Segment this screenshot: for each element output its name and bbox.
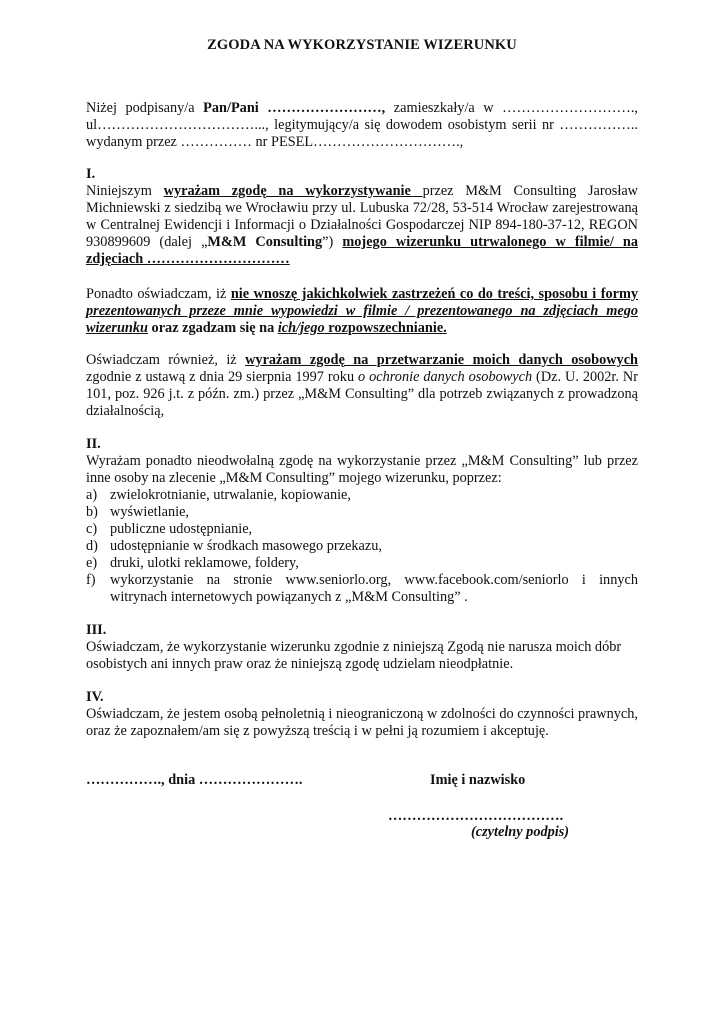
list-item-text: zwielokrotnianie, utrwalanie, kopiowanie,	[110, 487, 351, 503]
image-emphasis: mojego wizerunku utrwalonego w filmie/ na zdjęciach …………………………	[86, 234, 639, 267]
list-item	[86, 487, 638, 504]
company-details: przez M&M Consulting Jarosław Michniewski z siedzibą we Wrocławiu przy ul. Lubuska 72/28, 53-514 Wrocław zarejestrowaną w Centralnej Ewidencji i Informacji o Działalności Gospodarczej NIP 894-180-37-12, REGON 930899609 (dalej „	[86, 183, 638, 250]
signature-line: ……………………………….	[388, 808, 564, 824]
distribution-emphasis: rozpowszechnianie.	[324, 320, 447, 336]
text-span: Niniejszym	[86, 183, 164, 199]
their-its-emphasis: ich/jego	[277, 320, 325, 336]
list-item-text: druki, ulotki reklamowe, foldery,	[110, 555, 299, 571]
intro-paragraph	[86, 100, 638, 151]
list-item	[86, 572, 638, 606]
consent-emphasis: wyrażam zgodę na wykorzystywanie	[163, 183, 423, 199]
data-processing-text	[86, 352, 638, 420]
text-span: oraz zgadzam się na	[147, 320, 278, 336]
section-1-statement-paragraph	[86, 286, 638, 337]
text-span: Oświadczam również, iż	[86, 352, 246, 368]
section-1-heading: I.	[86, 166, 96, 182]
list-marker: f)	[86, 572, 96, 588]
list-item-text: udostępnianie w środkach masowego przekazu,	[110, 538, 382, 554]
signature-note: (czytelny podpis)	[471, 824, 570, 840]
name-field: Pan/Pani ……………………,	[203, 100, 386, 116]
list-item-text: wyświetlanie,	[110, 504, 190, 520]
section-4-text: Oświadczam, że jestem osobą pełnoletnią i nieograniczoną w zdolności do czynności prawnych, oraz że zapoznałem/am się z powyższą treścią i w pełni ją rozumiem i akceptuję.	[86, 706, 638, 739]
section-3-line-1: Oświadczam, że wykorzystanie wizerunku zgodnie z niniejszą Zgodą nie narusza moich dóbr	[86, 639, 622, 655]
document-title: ZGODA NA WYKORZYSTANIE WIZERUNKU	[207, 37, 517, 53]
usage-list	[86, 487, 638, 606]
text-span: Ponadto oświadczam, iż	[86, 286, 231, 302]
section-2-intro: Wyrażam ponadto nieodwołalną zgodę na wykorzystanie przez „M&M Consulting” lub przez inne osoby na zlecenie „M&M Consulting” mojego wizerunku, poprzez:	[86, 453, 638, 486]
list-item	[86, 538, 638, 555]
list-marker: b)	[86, 504, 98, 520]
data-processing-emphasis: wyrażam zgodę na przetwarzanie moich danych osobowych	[245, 352, 639, 368]
no-objection-emphasis: nie wnoszę jakichkolwiek zastrzeżeń co do treści, sposobu i formy	[230, 286, 639, 302]
list-item-text: wykorzystanie na stronie www.seniorlo.org, www.facebook.com/seniorlo i innych witrynach internetowych powiązanych z „M&M Consulting” .	[110, 572, 638, 605]
section-1	[86, 166, 638, 268]
list-marker: c)	[86, 521, 98, 537]
name-label: Imię i nazwisko	[430, 772, 526, 788]
intro-line-3: wydanym przez …………… nr PESEL………………………….,	[86, 134, 464, 150]
section-3-heading: III.	[86, 622, 107, 638]
intro-line-1	[86, 100, 638, 117]
text-span: (Dz. U. 2002r. Nr 101, poz. 926 j.t. z późn. zm.) przez „M&M Consulting” dla potrzeb związanych z prowadzoną działalnością,	[86, 369, 638, 419]
list-marker: a)	[86, 487, 98, 503]
place-date-field: ……………., dnia ………………….	[86, 772, 303, 788]
section-3	[86, 622, 638, 673]
list-item	[86, 521, 638, 538]
statement-text	[86, 286, 638, 337]
list-item-text: publiczne udostępnianie,	[110, 521, 253, 537]
list-item	[86, 555, 638, 572]
section-1-consent-paragraph	[86, 183, 638, 268]
address-field: zamieszkały/a w ……………………….,	[385, 100, 638, 116]
text-span: ”)	[322, 234, 343, 250]
act-title: o ochronie danych osobowych	[358, 369, 533, 385]
presentation-emphasis: prezentowanych przeze mnie wypowiedzi w filmie / prezentowanego na zdjęciach mego wizerunku	[86, 303, 638, 336]
list-marker: d)	[86, 538, 98, 554]
text-span: zgodnie z ustawą z dnia 29 sierpnia 1997 roku	[86, 369, 359, 385]
list-item	[86, 504, 638, 521]
section-2-heading: II.	[86, 436, 101, 452]
list-marker: e)	[86, 555, 98, 571]
section-1-data-paragraph	[86, 352, 638, 420]
intro-text: Niżej podpisany/a	[86, 100, 204, 116]
company-short-name: M&M Consulting	[207, 234, 323, 250]
section-4	[86, 689, 638, 740]
intro-line-2: ul……………………………..., legitymujący/a się dowodem osobistym serii nr ……………..	[86, 117, 638, 133]
section-2	[86, 436, 638, 606]
section-4-heading: IV.	[86, 689, 104, 705]
section-3-line-2: osobistych ani innych praw oraz że niniejszą zgodę udzielam nieodpłatnie.	[86, 656, 514, 672]
